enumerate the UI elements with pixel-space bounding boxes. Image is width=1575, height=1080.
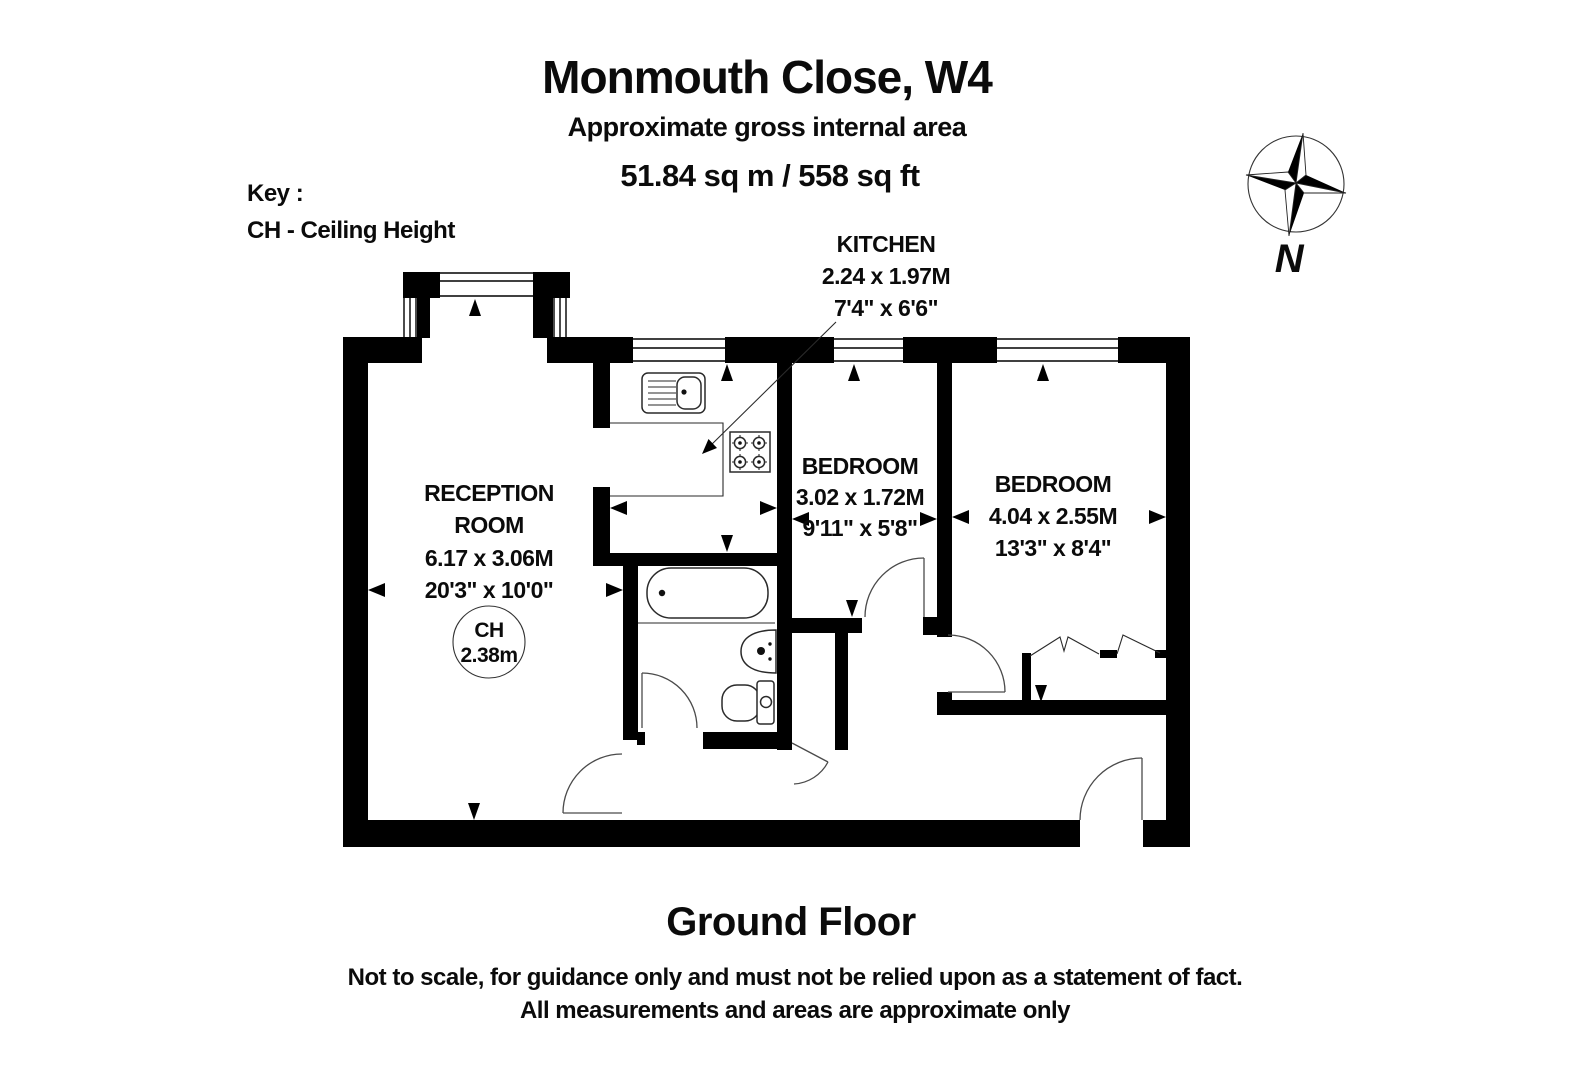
bay-wall	[533, 272, 570, 298]
wall-kitchen-west-b	[593, 487, 610, 560]
ceiling-height-value: 2.38m	[460, 644, 518, 667]
wall-top	[903, 337, 997, 363]
arrow-left	[952, 510, 969, 524]
ceiling-height-badge	[453, 606, 525, 678]
bathtub	[638, 568, 775, 623]
window-bedroom2	[997, 338, 1118, 362]
ceiling-height-label: CH	[474, 619, 504, 642]
arrow-right	[606, 583, 623, 597]
door-reception-hall	[563, 754, 622, 813]
window-bay-front	[440, 272, 533, 298]
bedroom2-label	[989, 471, 1117, 561]
arrow-down	[721, 535, 733, 552]
door-bedroom2	[948, 635, 1005, 692]
page-title: Monmouth Close, W4	[542, 51, 992, 103]
room-dim-imperial: 7'4" x 6'6"	[834, 295, 938, 321]
wall-bathroom-west	[623, 558, 638, 740]
room-name: RECEPTION	[424, 480, 554, 506]
arrow-up	[469, 299, 481, 316]
room-name: BEDROOM	[801, 453, 919, 479]
wall-top	[547, 337, 633, 363]
arrow-right	[920, 512, 937, 526]
north-label: N	[1274, 237, 1304, 281]
disclaimer-line2: All measurements and areas are approximate only	[519, 997, 1071, 1024]
compass-rose	[1246, 133, 1346, 281]
window-bay-right	[553, 298, 567, 337]
bedroom1-label	[796, 453, 924, 541]
page-subtitle: Approximate gross internal area	[567, 112, 967, 142]
bay-wall	[533, 296, 553, 338]
wall-bed-divider	[937, 363, 952, 637]
toilet	[722, 681, 774, 724]
door-bathroom	[642, 673, 697, 728]
page-area: 51.84 sq m / 558 sq ft	[620, 158, 920, 193]
wardrobe-tick	[1100, 650, 1117, 658]
arrow-right	[760, 501, 777, 515]
wall-right	[1166, 337, 1190, 847]
reception-label	[424, 480, 554, 678]
wall-bed2-south	[937, 700, 1166, 715]
room-dim-metric: 6.17 x 3.06M	[424, 545, 554, 571]
arrow-up	[1037, 364, 1049, 381]
arrow-up	[848, 364, 860, 381]
floor-title: Ground Floor	[666, 900, 916, 944]
window-bay-left	[403, 298, 417, 337]
kitchen-label	[822, 231, 950, 321]
wall-kitchen-south	[593, 553, 792, 566]
room-dim-imperial: 13'3" x 8'4"	[994, 535, 1112, 561]
key-label: Key :	[247, 180, 304, 207]
arrow-up	[721, 364, 733, 381]
window-bedroom1	[834, 338, 903, 362]
arrow-left	[368, 583, 385, 597]
hob	[730, 432, 770, 472]
arrow-right	[1149, 510, 1166, 524]
arrow-down	[846, 600, 858, 617]
wall-top	[1118, 337, 1190, 363]
door-bedroom1	[865, 558, 924, 617]
wall-hall-divider	[835, 621, 848, 750]
room-dim-metric: 4.04 x 2.55M	[988, 503, 1118, 529]
wall-bathroom-south	[703, 732, 792, 749]
room-dim-metric: 3.02 x 1.72M	[795, 484, 925, 510]
room-name: ROOM	[454, 512, 524, 538]
arrow-down	[1035, 685, 1047, 702]
arrow-down	[468, 803, 480, 820]
wall-kitchen-west-a	[593, 363, 610, 428]
room-dim-imperial: 9'11" x 5'8"	[802, 515, 918, 541]
room-dim-imperial: 20'3" x 10'0"	[424, 577, 554, 603]
room-name: KITCHEN	[836, 231, 936, 257]
wall-tick	[637, 732, 645, 745]
wall-east-spine	[777, 363, 792, 750]
bay-wall	[417, 296, 430, 338]
basin	[741, 630, 776, 673]
bay-wall	[403, 272, 440, 298]
wall-left	[343, 337, 368, 847]
kitchen-counter	[610, 423, 723, 496]
key-entry: CH - Ceiling Height	[247, 217, 455, 244]
arrow-left	[610, 501, 627, 515]
room-name: BEDROOM	[994, 471, 1112, 497]
kitchen-sink	[642, 373, 705, 413]
door-hall-inner	[792, 743, 828, 784]
wall-top	[725, 337, 834, 363]
wardrobe-post	[1022, 653, 1031, 703]
wardrobe	[1030, 635, 1160, 656]
disclaimer-line1: Not to scale, for guidance only and must not be relied upon as a statement of fact.	[347, 964, 1243, 991]
wall-bottom	[343, 820, 1080, 847]
window-kitchen	[633, 338, 725, 362]
wall-bed1-south	[777, 618, 862, 633]
room-dim-metric: 2.24 x 1.97M	[821, 263, 951, 289]
wall-top	[343, 337, 422, 363]
door-entry	[1080, 758, 1142, 820]
